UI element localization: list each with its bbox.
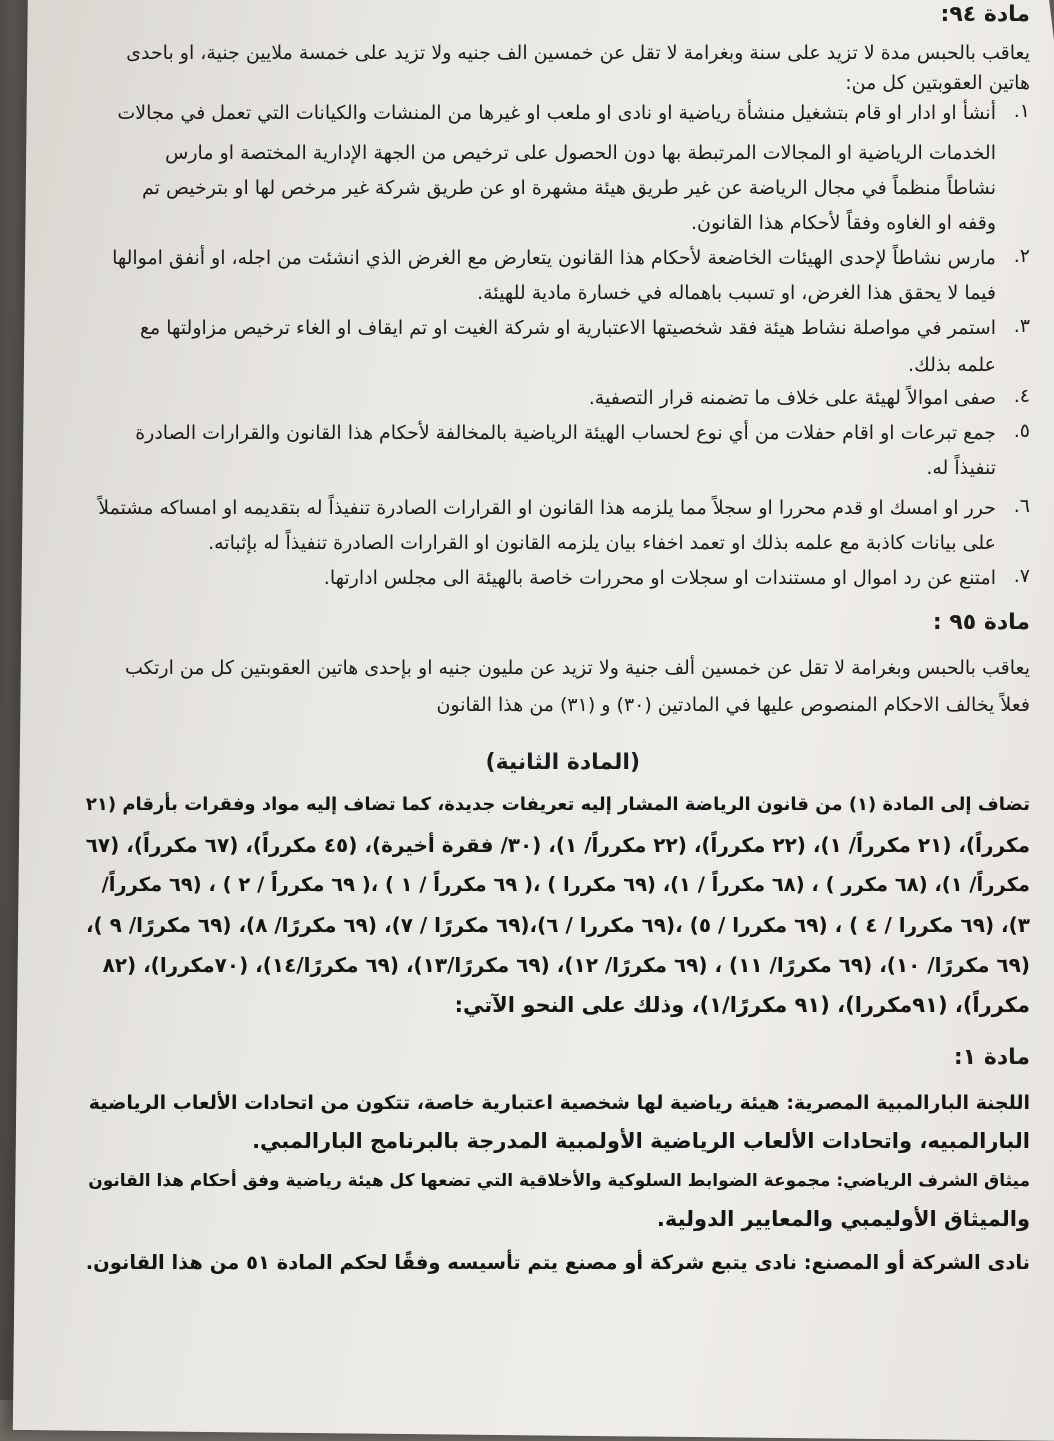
item-line: نشاطاً منظماً في مجال الرياضة عن غير طريق هيئة مشهرة او عن طريق شركة غير مرخص لها او بترخيص تم [142,177,996,199]
item-line: امتنع عن رد اموال او مستندات او سجلات او محررات خاصة بالهيئة الى مجلس ادارتها. [323,567,996,589]
definition-term: نادى الشركة أو المصنع: [803,1251,1030,1274]
article-two-line: (٦٩ مكررًا/ ١٠)، (٦٩ مكررًا/ ١١) ، (٦٩ مكررًا/ ١٢)، (٦٩ مكررًا/١٣)، (٦٩ مكررًا/١٤)، (٧٠مكررا)، (٨٢ [102,953,1030,977]
article-two-line: تضاف إلى المادة (١) من قانون الرياضة المشار إليه تعريفات جديدة، كما تضاف إليه مواد وفقرات بأرقام (٢١ [85,794,1030,815]
article-two-line: مكرراً)، (٩١مكررا)، (٩١ مكررًا/١)، وذلك على النحو الآتي: [454,993,1030,1017]
paper-corner [1045,0,1054,291]
item-line: وقفه او الغاوه وفقاً لأحكام هذا القانون. [690,212,996,234]
definition-text: نادى يتبع شركة أو مصنع يتم تأسيسه وفقًا لحكم المادة ٥١ من هذا القانون. [85,1251,797,1274]
item-number: ٧. [1013,565,1030,587]
item-line: أنشأ او ادار او قام بتشغيل منشأة رياضية او نادى او ملعب او غيرها من المنشات والكيانات التي تعمل في مجالات [117,102,996,124]
definition-line [86,1250,1030,1276]
definition-term: اللجنة البارالمبية المصرية: [786,1092,1030,1114]
article-95-line: يعاقب بالحبس وبغرامة لا تقل عن خمسين ألف جنية ولا تزيد عن مليون جنيه او بإحدى هاتين العقوبتين كل من ارتكب [124,657,1030,679]
item-number: ٤. [1013,385,1030,407]
item-line: فيما لا يحقق هذا الغرض، او تسبب باهماله في خسارة مادية للهيئة. [477,282,996,304]
article-two-line: مكرراً/ ١)، (٦٨ مكرر ) ، (٦٨ مكرراً / ١)، (٦٩ مكررا ) ،( ٦٩ مكرراً / ١ ) ،( ٦٩ مكرراً / ٢ ) ، (٦٩ مكرراً/ [101,873,1030,896]
item-number: ٥. [1013,420,1030,442]
article-94-heading: مادة ٩٤: [940,2,1030,27]
item-line: تنفيذاً له. [926,457,996,479]
item-line: جمع تبرعات او اقام حفلات من أي نوع لحساب الهيئة الرياضية بالمخالفة لأحكام هذا القانون والقرارات الصادرة [135,422,996,444]
article-94-intro-line: هاتين العقوبتين كل من: [845,72,1030,94]
document-page [80,0,1030,1400]
item-number: ١. [1013,100,1030,122]
item-number: ٢. [1013,245,1030,267]
article-two-heading: (المادة الثانية) [485,750,640,775]
item-line: استمر في مواصلة نشاط هيئة فقد شخصيتها الاعتبارية او شركة الغيت او تم ايقاف او الغاء ترخيص مزاولتها مع [139,317,996,339]
item-number: ٣. [1013,315,1030,337]
definition-text: مجموعة الضوابط السلوكية والأخلاقية التي تضعها كل هيئة رياضية وفق أحكام هذا القانون [88,1171,831,1191]
item-line: على بيانات كاذبة مع علمه بذلك او تعمد اخفاء بيان يلزمه القانون او القرارات الصادرة تنفيذاً له بإثباته. [208,532,996,554]
definition-line: البارالمبيه، واتحادات الألعاب الرياضية الأولمبية المدرجة بالبرنامج البارالمبي. [252,1129,1030,1153]
item-line: حرر او امسك او قدم محررا او سجلاً مما يلزمه هذا القانون او القرارات الصادرة تنفيذاً له بتقديمه او امساكه مشتملاً [98,497,996,519]
article-1-heading: مادة ١: [953,1045,1030,1070]
definition-line: والميثاق الأوليمبي والمعايير الدولية. [656,1207,1030,1231]
definition-term: ميثاق الشرف الرياضي: [836,1171,1030,1191]
item-line: مارس نشاطاً لإحدى الهيئات الخاضعة لأحكام هذا القانون يتعارض مع الغرض الذي انشئت من اجله، او أنفق اموالها [112,247,996,269]
definition-line [89,1090,1030,1116]
item-line: الخدمات الرياضية او المجالات المرتبطة بها دون الحصول على ترخيص من الجهة الإدارية المختصة او مارس [165,142,996,164]
article-two-line: مكرراً)، (٢١ مكرراً/ ١)، (٢٢ مكرراً)، (٢٢ مكرراً/ ١)، (٣٠/ فقرة أخيرة)، (٤٥ مكرراً)، (٦٧ مكرراً)، (٦٧ [85,833,1030,857]
item-line: صفى اموالاً لهيئة على خلاف ما تضمنه قرار التصفية. [588,387,996,409]
article-95-heading: مادة ٩٥ : [932,610,1030,635]
item-number: ٦. [1013,495,1030,517]
article-95-line: فعلاً يخالف الاحكام المنصوص عليها في المادتين (٣٠) و (٣١) من هذا القانون [436,694,1030,716]
definition-line [88,1168,1030,1194]
article-two-line: ٣)، (٦٩ مكررا / ٤ ) ، (٦٩ مكررا / ٥) ،(٦٩ مكررا / ٦)،(٦٩ مكررًا / ٧)، (٦٩ مكررًا/ ٨)، (٦٩ مكررًا/ ٩ )، [85,913,1030,937]
article-94-intro-line: يعاقب بالحبس مدة لا تزيد على سنة وبغرامة لا تقل عن خمسين الف جنيه ولا تزيد على خمسة ملايين جنية، او باحدى [126,42,1030,64]
definition-text: هيئة رياضية لها شخصية اعتبارية خاصة، تتكون من اتحادات الألعاب الرياضية [88,1092,780,1114]
item-line: علمه بذلك. [908,354,996,376]
